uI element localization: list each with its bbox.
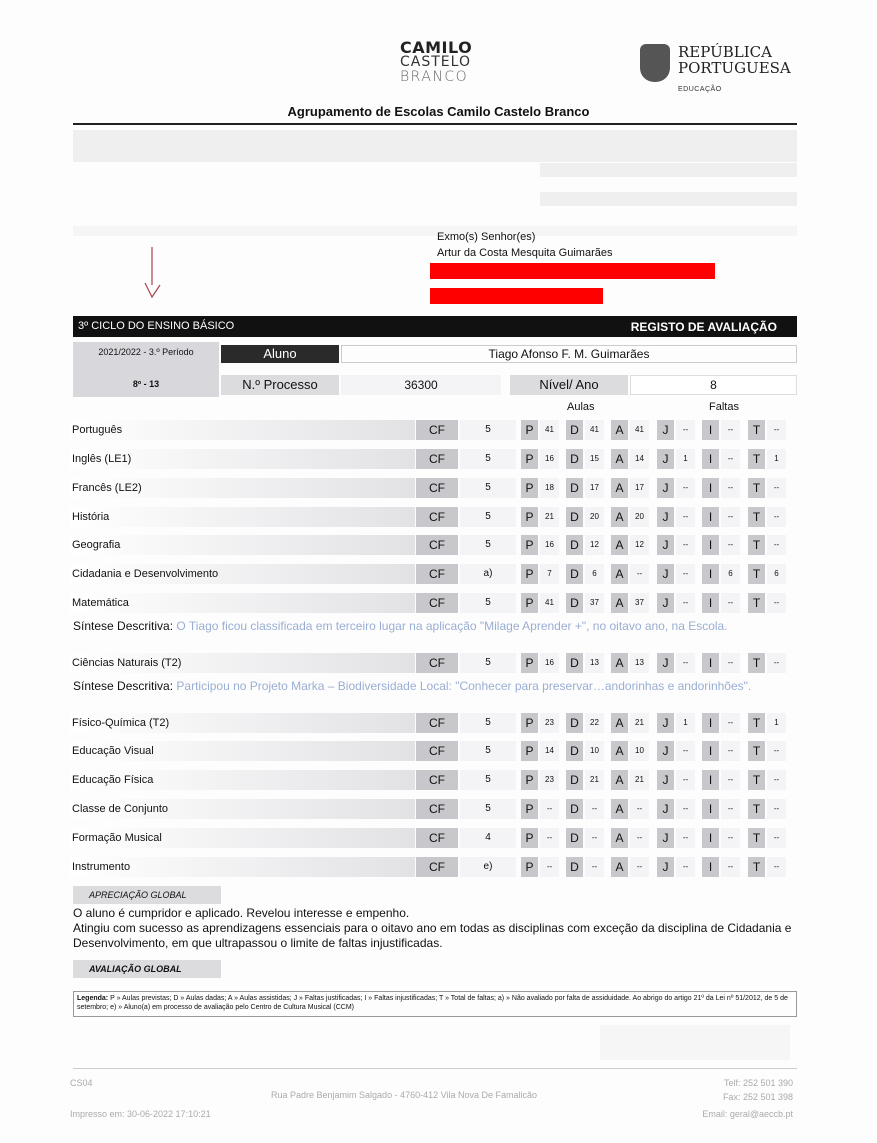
avaliacao-global-label: AVALIAÇÃO GLOBAL [73, 960, 221, 978]
t-value: -- [767, 857, 786, 877]
t-value: -- [767, 535, 786, 555]
a-letter: A [611, 713, 628, 733]
school-fax: Fax: 252 501 398 [722, 1092, 793, 1102]
table-row [70, 770, 797, 790]
subject-name-cell [70, 713, 415, 733]
subject-name: História [72, 511, 110, 523]
apreciacao-line-1: O aluno é cumpridor e aplicado. Revelou interesse e empenho. [73, 906, 410, 920]
d-value: 21 [585, 770, 604, 790]
j-letter: J [657, 593, 674, 613]
j-value: -- [676, 741, 695, 761]
a-value: 17 [630, 478, 649, 498]
p-value: 18 [540, 478, 559, 498]
t-value: -- [767, 653, 786, 673]
report-title: REGISTO DE AVALIAÇÃO [630, 320, 777, 334]
a-letter: A [611, 507, 628, 527]
j-letter: J [657, 507, 674, 527]
logo-line-3: BRANCO [400, 69, 469, 85]
a-letter: A [611, 770, 628, 790]
cf-grade: 5 [460, 535, 516, 555]
table-row [70, 478, 797, 498]
p-value: 14 [540, 741, 559, 761]
cf-grade: 5 [460, 770, 516, 790]
t-letter: T [748, 799, 765, 819]
j-letter: J [657, 828, 674, 848]
cf-grade: 5 [460, 799, 516, 819]
p-value: 16 [540, 653, 559, 673]
cf-letter: CF [416, 741, 458, 761]
faded-block [540, 192, 797, 206]
subject-name-cell [70, 653, 415, 673]
i-value: -- [721, 449, 740, 469]
a-letter: A [611, 799, 628, 819]
d-value: 10 [585, 741, 604, 761]
synthesis-matematica [73, 620, 773, 633]
school-email: Email: geral@aeccb.pt [702, 1109, 793, 1119]
i-value: -- [721, 507, 740, 527]
i-value: -- [721, 770, 740, 790]
i-letter: I [702, 741, 719, 761]
j-value: -- [676, 535, 695, 555]
cf-grade: 5 [460, 449, 516, 469]
subject-name-cell [70, 507, 415, 527]
t-value: -- [767, 799, 786, 819]
cf-letter: CF [416, 564, 458, 584]
subject-name-cell [70, 449, 415, 469]
cf-letter: CF [416, 828, 458, 848]
t-letter: T [748, 593, 765, 613]
p-letter: P [521, 770, 538, 790]
d-value: 13 [585, 653, 604, 673]
cf-grade: 5 [460, 507, 516, 527]
p-value: 23 [540, 713, 559, 733]
cf-letter: CF [416, 507, 458, 527]
logo-line-2: CASTELO [400, 54, 471, 70]
i-letter: I [702, 653, 719, 673]
header-divider [73, 123, 797, 125]
processo-value: 36300 [341, 375, 501, 395]
t-letter: T [748, 449, 765, 469]
j-letter: J [657, 741, 674, 761]
cf-grade: e) [460, 857, 516, 877]
d-letter: D [566, 713, 583, 733]
cf-letter: CF [416, 478, 458, 498]
j-letter: J [657, 857, 674, 877]
legend-label: Legenda: [77, 995, 109, 1002]
d-value: 41 [585, 420, 604, 440]
t-letter: T [748, 507, 765, 527]
p-value: -- [540, 799, 559, 819]
synthesis-label: Síntese Descritiva: [73, 619, 174, 633]
p-value: 16 [540, 449, 559, 469]
d-value: -- [585, 857, 604, 877]
t-letter: T [748, 564, 765, 584]
t-value: -- [767, 507, 786, 527]
table-row [70, 449, 797, 469]
aulas-header: Aulas [567, 401, 595, 413]
t-letter: T [748, 857, 765, 877]
d-letter: D [566, 828, 583, 848]
cf-grade: 5 [460, 420, 516, 440]
t-value: 1 [767, 713, 786, 733]
j-value: -- [676, 653, 695, 673]
t-value: 1 [767, 449, 786, 469]
subject-name-cell [70, 593, 415, 613]
j-letter: J [657, 564, 674, 584]
i-letter: I [702, 420, 719, 440]
i-value: -- [721, 420, 740, 440]
cf-letter: CF [416, 653, 458, 673]
a-value: 41 [630, 420, 649, 440]
a-value: -- [630, 828, 649, 848]
subject-name: Instrumento [72, 861, 131, 873]
d-letter: D [566, 653, 583, 673]
republica-logo [678, 44, 791, 76]
d-letter: D [566, 449, 583, 469]
a-value: 13 [630, 653, 649, 673]
j-value: -- [676, 507, 695, 527]
j-letter: J [657, 713, 674, 733]
table-row [70, 593, 797, 613]
d-value: -- [585, 828, 604, 848]
footer-divider [73, 1068, 797, 1069]
i-value: 6 [721, 564, 740, 584]
republica-line-1: REPÚBLICA [678, 43, 772, 61]
p-value: 16 [540, 535, 559, 555]
synthesis-ciencias [73, 680, 773, 693]
subject-name: Geografia [72, 539, 121, 551]
j-value: -- [676, 770, 695, 790]
t-value: -- [767, 828, 786, 848]
a-letter: A [611, 593, 628, 613]
j-value: -- [676, 478, 695, 498]
j-letter: J [657, 449, 674, 469]
a-value: 20 [630, 507, 649, 527]
cf-letter: CF [416, 799, 458, 819]
processo-label: N.º Processo [221, 375, 339, 395]
subject-name-cell [70, 535, 415, 555]
a-letter: A [611, 741, 628, 761]
faded-block [600, 1025, 790, 1060]
cf-grade: 5 [460, 478, 516, 498]
subject-name: Educação Física [72, 774, 154, 786]
cf-letter: CF [416, 770, 458, 790]
a-letter: A [611, 653, 628, 673]
table-row [70, 507, 797, 527]
synthesis-text: O Tiago ficou classificada em terceiro lugar na aplicação "Milage Aprender +", no oitavo ano, na Escola. [176, 619, 728, 633]
d-letter: D [566, 420, 583, 440]
i-letter: I [702, 593, 719, 613]
faded-block [73, 226, 797, 236]
d-letter: D [566, 535, 583, 555]
j-letter: J [657, 420, 674, 440]
t-letter: T [748, 478, 765, 498]
a-letter: A [611, 420, 628, 440]
educacao-label: EDUCAÇÃO [678, 86, 722, 93]
p-letter: P [521, 713, 538, 733]
p-value: 41 [540, 593, 559, 613]
cf-letter: CF [416, 593, 458, 613]
subject-name-cell [70, 741, 415, 761]
subject-name: Matemática [72, 597, 129, 609]
i-value: -- [721, 857, 740, 877]
legend-box [73, 991, 797, 1017]
subject-name-cell [70, 564, 415, 584]
cf-grade: 5 [460, 741, 516, 761]
d-value: 20 [585, 507, 604, 527]
p-letter: P [521, 799, 538, 819]
t-letter: T [748, 653, 765, 673]
j-value: -- [676, 564, 695, 584]
a-value: 12 [630, 535, 649, 555]
table-row [70, 857, 797, 877]
logo-line-1: CAMILO [400, 38, 473, 57]
a-value: 14 [630, 449, 649, 469]
i-letter: I [702, 857, 719, 877]
subject-name-cell [70, 420, 415, 440]
aluno-label: Aluno [221, 345, 339, 363]
i-value: -- [721, 593, 740, 613]
subject-name-cell [70, 770, 415, 790]
table-row [70, 741, 797, 761]
i-value: -- [721, 478, 740, 498]
period-label: 2021/2022 - 3.º Período [98, 347, 194, 357]
nivel-value: 8 [630, 375, 797, 395]
d-value: 6 [585, 564, 604, 584]
i-letter: I [702, 770, 719, 790]
subject-name-cell [70, 799, 415, 819]
class-label: 8º - 13 [132, 379, 160, 389]
synthesis-label: Síntese Descritiva: [73, 679, 174, 693]
synthesis-text: Participou no Projeto Marka – Biodiversidade Local: "Conhecer para preservar…andorinhas e andorinhões". [176, 679, 752, 693]
d-value: 15 [585, 449, 604, 469]
a-letter: A [611, 828, 628, 848]
subject-name: Cidadania e Desenvolvimento [72, 568, 219, 580]
d-value: 17 [585, 478, 604, 498]
t-letter: T [748, 535, 765, 555]
j-letter: J [657, 653, 674, 673]
redaction-bar [430, 263, 715, 279]
j-value: -- [676, 828, 695, 848]
a-value: 21 [630, 713, 649, 733]
p-letter: P [521, 593, 538, 613]
a-value: -- [630, 857, 649, 877]
i-letter: I [702, 535, 719, 555]
d-value: 12 [585, 535, 604, 555]
a-letter: A [611, 564, 628, 584]
apreciacao-global-label: APRECIAÇÃO GLOBAL [73, 886, 221, 904]
p-letter: P [521, 420, 538, 440]
cf-letter: CF [416, 857, 458, 877]
table-row [70, 653, 797, 673]
table-row [70, 564, 797, 584]
t-value: -- [767, 420, 786, 440]
subject-name: Físico-Química (T2) [72, 717, 170, 729]
a-letter: A [611, 857, 628, 877]
t-value: 6 [767, 564, 786, 584]
i-letter: I [702, 478, 719, 498]
faded-block [540, 163, 797, 177]
a-value: 10 [630, 741, 649, 761]
i-letter: I [702, 713, 719, 733]
j-letter: J [657, 478, 674, 498]
i-value: -- [721, 828, 740, 848]
cf-letter: CF [416, 449, 458, 469]
d-letter: D [566, 593, 583, 613]
cf-grade: 5 [460, 653, 516, 673]
j-value: -- [676, 857, 695, 877]
d-letter: D [566, 564, 583, 584]
cf-letter: CF [416, 535, 458, 555]
subject-name: Português [72, 424, 123, 436]
j-value: -- [676, 420, 695, 440]
cf-grade: 5 [460, 593, 516, 613]
subject-name-cell [70, 857, 415, 877]
p-letter: P [521, 653, 538, 673]
cf-grade: 5 [460, 713, 516, 733]
t-letter: T [748, 420, 765, 440]
faltas-header: Faltas [709, 401, 739, 413]
table-row [70, 420, 797, 440]
j-value: -- [676, 799, 695, 819]
p-letter: P [521, 478, 538, 498]
t-letter: T [748, 741, 765, 761]
i-value: -- [721, 713, 740, 733]
i-value: -- [721, 535, 740, 555]
d-letter: D [566, 741, 583, 761]
j-letter: J [657, 799, 674, 819]
p-letter: P [521, 449, 538, 469]
p-value: 23 [540, 770, 559, 790]
i-letter: I [702, 799, 719, 819]
recipient-salutation: Exmo(s) Senhor(es) [437, 231, 536, 243]
period-box [73, 342, 219, 397]
a-letter: A [611, 449, 628, 469]
republica-seal-icon [640, 44, 670, 82]
d-letter: D [566, 770, 583, 790]
printed-date: Impresso em: 30-06-2022 17:10:21 [70, 1109, 211, 1119]
republica-line-2: PORTUGUESA [678, 59, 791, 77]
t-letter: T [748, 770, 765, 790]
t-value: -- [767, 478, 786, 498]
subject-name: Classe de Conjunto [72, 803, 169, 815]
table-row [70, 828, 797, 848]
legend-text: P » Aulas previstas; D » Aulas dadas; A » Aulas assistidas; J » Faltas justificadas; I » Faltas injustificadas; T » Total de faltas; a) » Não avaliado por falta de assiduidade. Ao abrigo do artigo 21º da Lei nº 51/2012, de 5 de setembro; e) » Aluno(a) em processo de avaliação pelo Centro de Cultura Musical (CCM) [77, 995, 788, 1011]
p-value: 7 [540, 564, 559, 584]
t-letter: T [748, 828, 765, 848]
school-logo [400, 40, 472, 85]
j-value: 1 [676, 449, 695, 469]
p-value: -- [540, 857, 559, 877]
d-letter: D [566, 799, 583, 819]
apreciacao-global-text [73, 906, 793, 951]
j-letter: J [657, 535, 674, 555]
cf-letter: CF [416, 713, 458, 733]
redaction-bar [430, 288, 603, 304]
d-value: -- [585, 799, 604, 819]
d-letter: D [566, 478, 583, 498]
subject-name: Educação Visual [72, 745, 154, 757]
i-value: -- [721, 741, 740, 761]
a-letter: A [611, 535, 628, 555]
student-name: Tiago Afonso F. M. Guimarães [341, 345, 797, 363]
subject-name: Ciências Naturais (T2) [72, 657, 182, 669]
a-value: -- [630, 564, 649, 584]
p-value: 41 [540, 420, 559, 440]
faded-block [73, 130, 797, 162]
i-letter: I [702, 828, 719, 848]
handwritten-arrow-icon [140, 245, 170, 305]
i-value: -- [721, 799, 740, 819]
d-value: 37 [585, 593, 604, 613]
i-letter: I [702, 449, 719, 469]
t-letter: T [748, 713, 765, 733]
p-letter: P [521, 564, 538, 584]
subject-name: Formação Musical [72, 832, 162, 844]
p-value: 21 [540, 507, 559, 527]
apreciacao-line-2: Atingiu com sucesso as aprendizagens essenciais para o oitavo ano em todas as disciplinas com exceção da disciplina de Cidadania e Desenvolvimento, em que ultrapassou o limite de faltas injustificadas. [73, 921, 792, 950]
a-value: 21 [630, 770, 649, 790]
cycle-label: 3º CICLO DO ENSINO BÁSICO [78, 320, 235, 332]
nivel-label: Nível/ Ano [510, 375, 628, 395]
table-row [70, 799, 797, 819]
p-letter: P [521, 507, 538, 527]
form-code: CS04 [70, 1078, 93, 1088]
p-letter: P [521, 741, 538, 761]
i-value: -- [721, 653, 740, 673]
p-letter: P [521, 535, 538, 555]
p-letter: P [521, 828, 538, 848]
d-value: 22 [585, 713, 604, 733]
subject-name: Francês (LE2) [72, 482, 142, 494]
table-row [70, 535, 797, 555]
i-letter: I [702, 564, 719, 584]
cf-letter: CF [416, 420, 458, 440]
a-value: -- [630, 799, 649, 819]
cf-grade: 4 [460, 828, 516, 848]
j-value: -- [676, 593, 695, 613]
a-letter: A [611, 478, 628, 498]
school-phone: Telf: 252 501 390 [723, 1078, 793, 1088]
a-value: 37 [630, 593, 649, 613]
j-value: 1 [676, 713, 695, 733]
school-address: Rua Padre Benjamim Salgado - 4760-412 Vila Nova De Famalicão [271, 1090, 537, 1100]
i-letter: I [702, 507, 719, 527]
report-title-bar [73, 316, 797, 337]
cf-grade: a) [460, 564, 516, 584]
school-name: Agrupamento de Escolas Camilo Castelo Branco [287, 104, 590, 119]
d-letter: D [566, 507, 583, 527]
recipient-name: Artur da Costa Mesquita Guimarães [437, 247, 613, 259]
t-value: -- [767, 741, 786, 761]
p-letter: P [521, 857, 538, 877]
t-value: -- [767, 770, 786, 790]
t-value: -- [767, 593, 786, 613]
table-row [70, 713, 797, 733]
j-letter: J [657, 770, 674, 790]
subject-name-cell [70, 478, 415, 498]
p-value: -- [540, 828, 559, 848]
subject-name-cell [70, 828, 415, 848]
subject-name: Inglês (LE1) [72, 453, 132, 465]
d-letter: D [566, 857, 583, 877]
